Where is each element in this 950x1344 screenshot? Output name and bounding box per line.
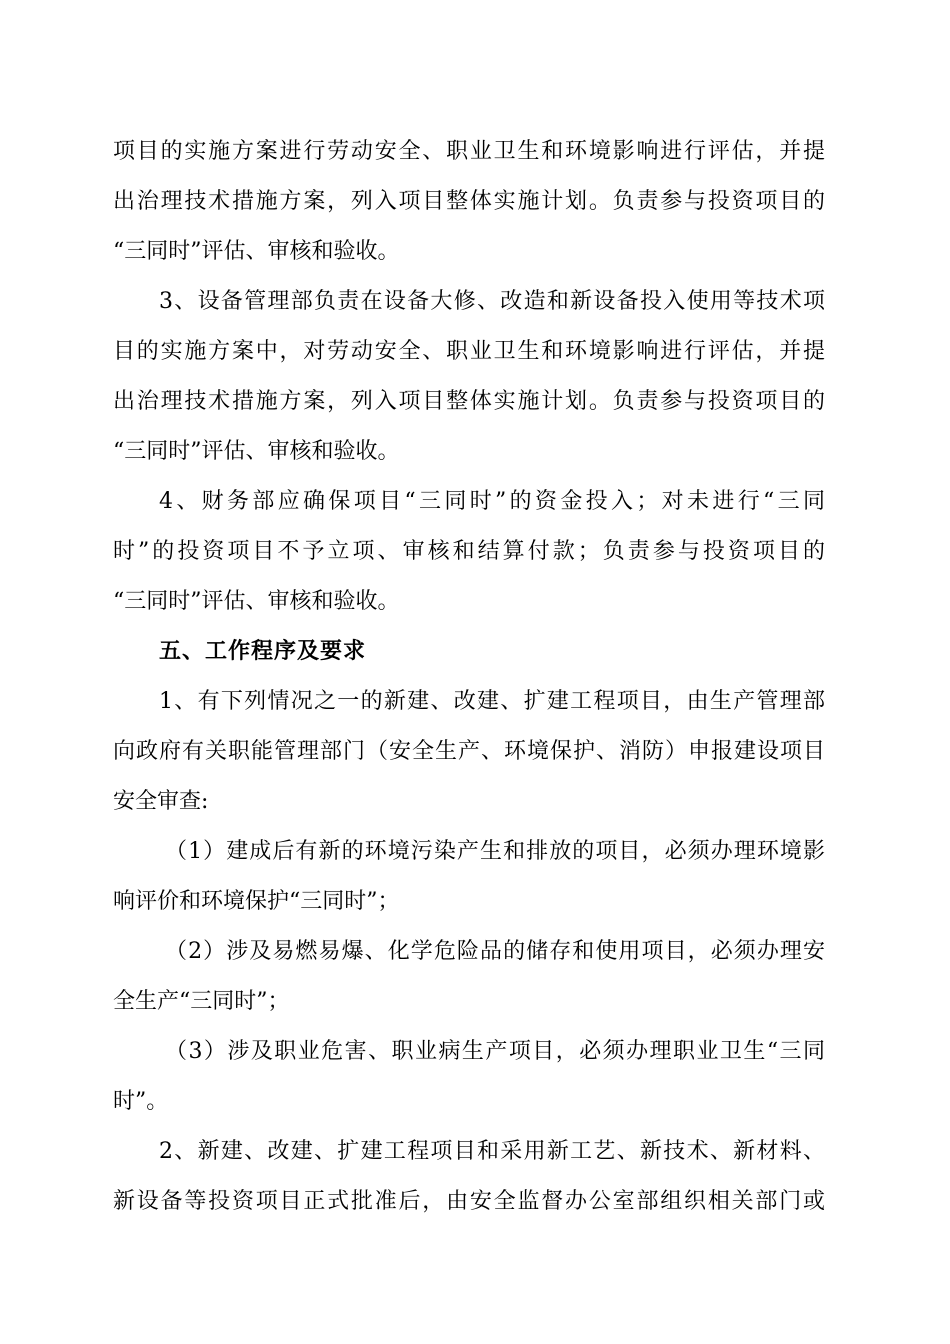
text-line: 时”。 (113, 1089, 169, 1114)
text-line: 项目的实施方案进行劳动安全、职业卫生和环境影响进行评估，并提 (113, 139, 825, 164)
text-line: “三同时”评估、审核和验收。 (113, 239, 400, 264)
text-line: 时”的投资项目不予立项、审核和结算付款；负责参与投资项目的 (113, 539, 825, 564)
text-line: （3）涉及职业危害、职业病生产项目，必须办理职业卫生“三同 (165, 1039, 825, 1064)
text-line: 安全审查: (113, 789, 209, 814)
text-line: 3、设备管理部负责在设备大修、改造和新设备投入使用等技术项 (159, 289, 825, 314)
text-line: 全生产“三同时”； (113, 989, 290, 1014)
section-heading: 五、工作程序及要求 (159, 639, 367, 664)
text-line: 2、新建、改建、扩建工程项目和采用新工艺、新技术、新材料、 (159, 1139, 825, 1164)
text-line: 4、财务部应确保项目“三同时”的资金投入；对未进行“三同 (159, 489, 825, 514)
text-line: 目的实施方案中，对劳动安全、职业卫生和环境影响进行评估，并提 (113, 339, 825, 364)
text-line: 新设备等投资项目正式批准后，由安全监督办公室部组织相关部门或 (113, 1189, 825, 1214)
text-line: “三同时”评估、审核和验收。 (113, 439, 400, 464)
text-line: 出治理技术措施方案，列入项目整体实施计划。负责参与投资项目的 (113, 389, 825, 414)
text-line: （1）建成后有新的环境污染产生和排放的项目，必须办理环境影 (165, 839, 825, 864)
text-line: “三同时”评估、审核和验收。 (113, 589, 400, 614)
text-line: 1、有下列情况之一的新建、改建、扩建工程项目，由生产管理部 (159, 689, 825, 714)
text-line: 向政府有关职能管理部门（安全生产、环境保护、消防）申报建设项目 (113, 739, 825, 764)
text-line: （2）涉及易燃易爆、化学危险品的储存和使用项目，必须办理安 (165, 939, 825, 964)
text-line: 出治理技术措施方案，列入项目整体实施计划。负责参与投资项目的 (113, 189, 825, 214)
text-line: 响评价和环境保护“三同时”； (113, 889, 400, 914)
